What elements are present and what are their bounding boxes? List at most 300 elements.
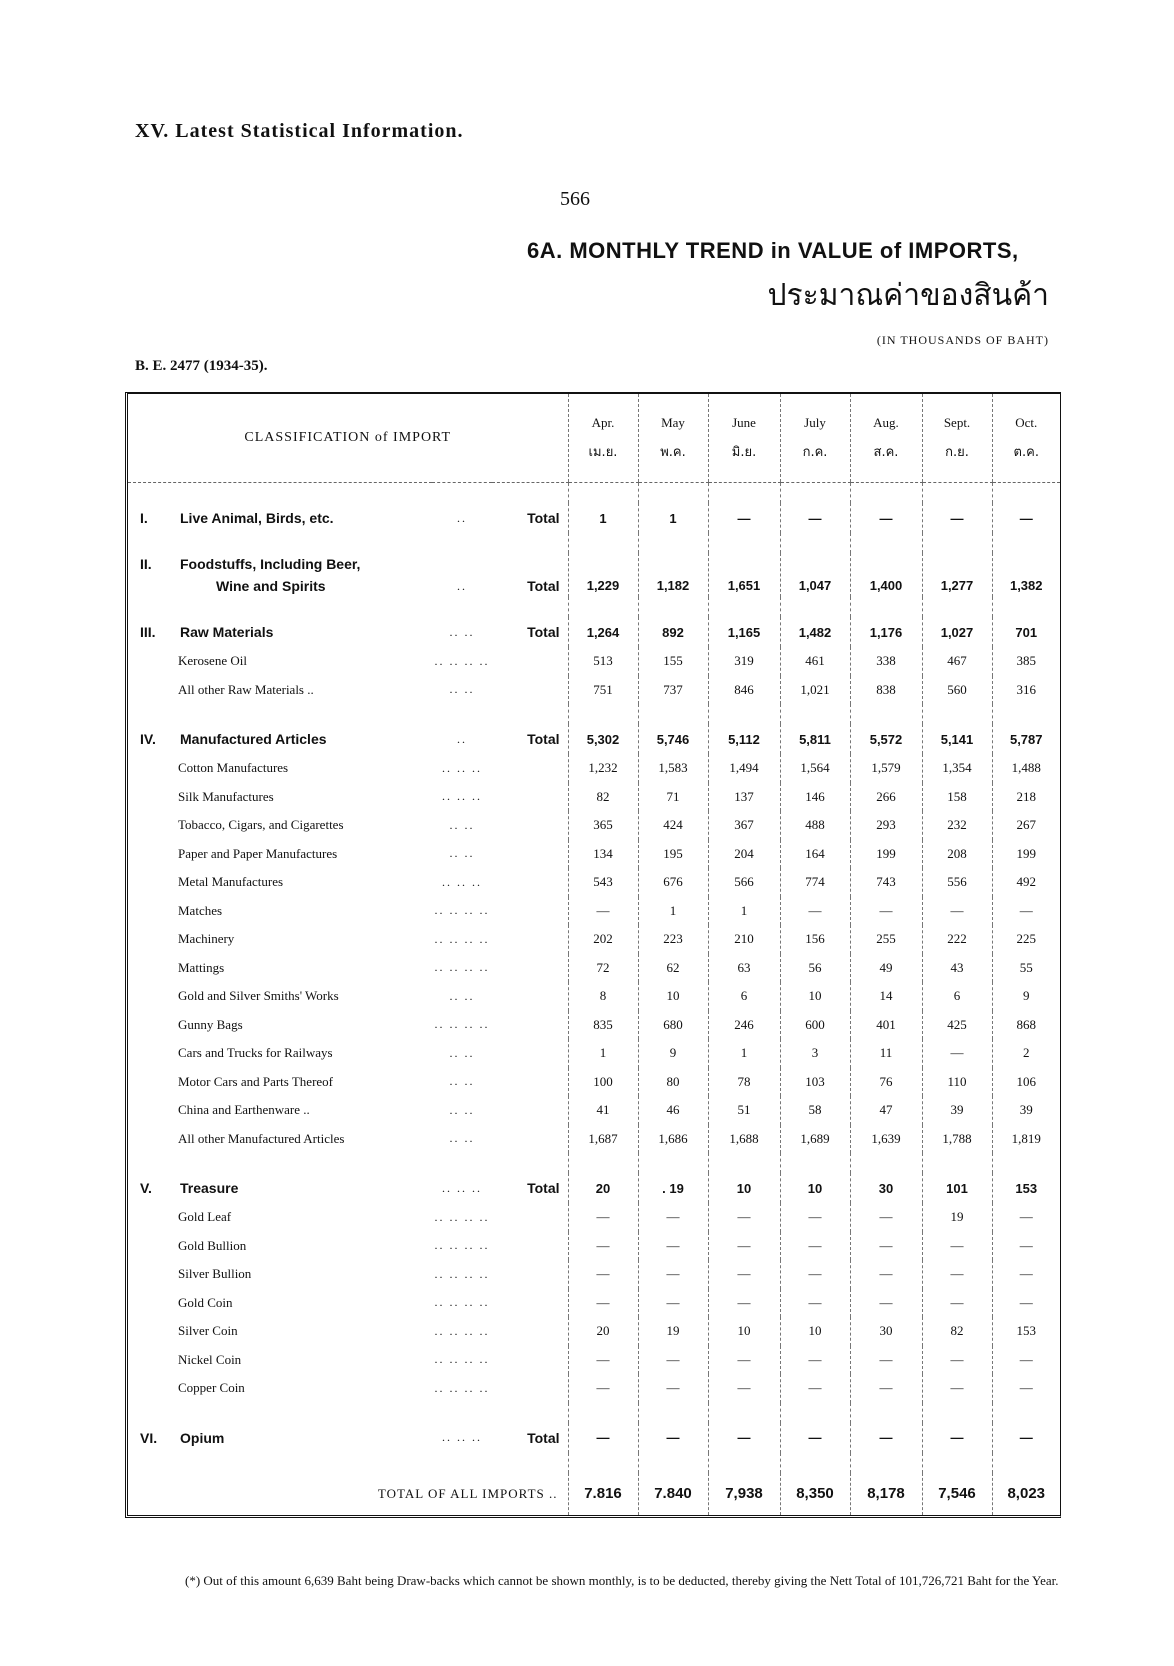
value-cell: 1,686 — [638, 1125, 708, 1154]
item-row — [128, 1374, 1060, 1403]
spacer-row — [128, 597, 1060, 617]
label-text-continued: Wine and Spirits — [216, 578, 326, 594]
item-row — [128, 1232, 1060, 1261]
units-note: (IN THOUSANDS OF BAHT) — [876, 333, 1049, 347]
total-label — [492, 1011, 568, 1040]
value-cell: — — [850, 1260, 922, 1289]
leader-dots: .. .. — [449, 846, 475, 861]
label-text: Mattings — [178, 959, 225, 975]
total-label — [492, 1203, 568, 1232]
spacer-cell — [432, 1453, 492, 1473]
value-cell: 153 — [992, 1317, 1060, 1346]
month-name-en: Aug. — [873, 415, 899, 430]
total-label: Total — [527, 510, 560, 526]
spacer-cell — [922, 1453, 992, 1473]
leader-dots: .. .. — [449, 817, 475, 832]
value-cell: 1,819 — [992, 1125, 1060, 1154]
item-row — [128, 1039, 1060, 1068]
item-row — [128, 811, 1060, 840]
total-label — [492, 897, 568, 926]
spacer-cell — [432, 597, 492, 617]
spacer-cell — [568, 704, 638, 724]
value-cell: 110 — [922, 1068, 992, 1097]
value-cell: 9 — [638, 1039, 708, 1068]
spacer-cell — [922, 1153, 992, 1173]
leader-dots: .. .. .. .. — [434, 653, 490, 668]
spacer-row — [128, 1453, 1060, 1473]
value-cell: 5,746 — [638, 724, 708, 754]
value-cell: 1 — [568, 503, 638, 533]
value-cell: 1,488 — [992, 754, 1060, 783]
item-row — [128, 783, 1060, 812]
value-cell: 1 — [708, 1039, 780, 1068]
table-title: 6A. MONTHLY TREND in VALUE of IMPORTS, — [527, 238, 1019, 263]
value-cell: — — [568, 897, 638, 926]
item-row — [128, 982, 1060, 1011]
leader-dots: .. .. .. .. — [434, 1238, 490, 1253]
label-text: Raw Materials — [180, 624, 274, 640]
value-cell: 41 — [568, 1096, 638, 1125]
category-row — [128, 1423, 1060, 1453]
item-label — [128, 954, 432, 983]
value-cell: — — [992, 1374, 1060, 1403]
leader-dots: .. .. .. — [442, 1180, 482, 1195]
category-row — [128, 1173, 1060, 1203]
value-cell: 293 — [850, 811, 922, 840]
leader-dots: .. .. — [449, 1131, 475, 1146]
value-cell: — — [568, 1423, 638, 1453]
value-cell: 424 — [638, 811, 708, 840]
total-label — [492, 783, 568, 812]
category-label — [128, 553, 432, 597]
value-cell: — — [638, 1232, 708, 1261]
value-cell: — — [992, 1423, 1060, 1453]
value-cell: — — [568, 1232, 638, 1261]
value-cell: 461 — [780, 647, 850, 676]
spacer-cell — [922, 1403, 992, 1423]
label-text: Gold and Silver Smiths' Works — [178, 988, 339, 1004]
item-row — [128, 1317, 1060, 1346]
total-label — [492, 1096, 568, 1125]
value-cell: 82 — [922, 1317, 992, 1346]
total-label: Total — [527, 1429, 560, 1446]
value-cell: — — [850, 1374, 922, 1403]
value-cell: 680 — [638, 1011, 708, 1040]
total-label: Total — [527, 1180, 560, 1196]
value-cell: — — [708, 1232, 780, 1261]
total-label — [492, 754, 568, 783]
value-cell: 543 — [568, 868, 638, 897]
item-row — [128, 1096, 1060, 1125]
value-cell: 246 — [708, 1011, 780, 1040]
spacer-cell — [492, 533, 568, 553]
total-label — [492, 811, 568, 840]
value-cell: 566 — [708, 868, 780, 897]
value-cell: 868 — [992, 1011, 1060, 1040]
leader-dots: .. .. — [449, 988, 475, 1003]
item-row — [128, 676, 1060, 705]
value-cell: 78 — [708, 1068, 780, 1097]
value-cell: 365 — [568, 811, 638, 840]
label-text: Treasure — [180, 1180, 239, 1196]
item-row — [128, 1125, 1060, 1154]
value-cell: . 19 — [638, 1173, 708, 1203]
label-text: Cotton Manufactures — [178, 760, 289, 776]
value-cell: 1,382 — [992, 553, 1060, 597]
value-cell: 1,354 — [922, 754, 992, 783]
value-cell: — — [638, 1423, 708, 1453]
value-cell: 255 — [850, 925, 922, 954]
label-text: Silk Manufactures — [178, 788, 274, 804]
spacer-cell — [850, 483, 922, 504]
value-cell: 6 — [708, 982, 780, 1011]
leader-dots: .. .. .. — [442, 789, 482, 804]
item-label — [128, 897, 432, 926]
value-cell: — — [568, 1346, 638, 1375]
value-cell: 10 — [780, 982, 850, 1011]
value-cell: 1,687 — [568, 1125, 638, 1154]
value-cell: 846 — [708, 676, 780, 705]
value-cell: — — [708, 1423, 780, 1453]
value-cell: 316 — [992, 676, 1060, 705]
spacer-cell — [708, 483, 780, 504]
item-row — [128, 897, 1060, 926]
label-text: Gold Leaf — [178, 1209, 232, 1225]
value-cell: — — [850, 503, 922, 533]
item-label — [128, 1096, 432, 1125]
spacer-cell — [850, 597, 922, 617]
value-cell: 232 — [922, 811, 992, 840]
total-label — [492, 1374, 568, 1403]
value-cell: — — [850, 897, 922, 926]
table-title-thai: ประมาณค่าของสินค้า — [767, 278, 1049, 313]
item-label — [128, 783, 432, 812]
value-cell: — — [992, 503, 1060, 533]
spacer-cell — [992, 1403, 1060, 1423]
spacer-cell — [708, 597, 780, 617]
leader-dots: .. .. — [449, 624, 475, 639]
spacer-cell — [850, 533, 922, 553]
grand-total-value: 7.840 — [638, 1473, 708, 1515]
spacer-row — [128, 533, 1060, 553]
month-header — [850, 394, 922, 483]
value-cell: — — [708, 1260, 780, 1289]
spacer-cell — [638, 1453, 708, 1473]
value-cell: 222 — [922, 925, 992, 954]
value-cell: — — [708, 503, 780, 533]
month-name-th: พ.ค. — [660, 445, 686, 460]
value-cell: 1 — [638, 897, 708, 926]
value-cell: 1 — [568, 1039, 638, 1068]
spacer-cell — [780, 1453, 850, 1473]
value-cell: 266 — [850, 783, 922, 812]
value-cell: 1,482 — [780, 617, 850, 647]
table-body — [128, 483, 1060, 1515]
value-cell: 82 — [568, 783, 638, 812]
leader-dots: .. .. .. .. — [434, 1295, 490, 1310]
leader-dots: .. .. — [449, 1102, 475, 1117]
spacer-cell — [568, 1403, 638, 1423]
spacer-cell — [708, 1403, 780, 1423]
spacer-cell — [780, 483, 850, 504]
value-cell: 10 — [780, 1173, 850, 1203]
value-cell: 218 — [992, 783, 1060, 812]
month-name-th: ต.ค. — [1013, 445, 1039, 460]
spacer-cell — [128, 1403, 432, 1423]
value-cell: — — [922, 897, 992, 926]
value-cell: 838 — [850, 676, 922, 705]
value-cell: — — [850, 1232, 922, 1261]
value-cell: 19 — [922, 1203, 992, 1232]
leader-dots: .. .. .. .. — [434, 1380, 490, 1395]
month-header — [708, 394, 780, 483]
value-cell: 467 — [922, 647, 992, 676]
value-cell: 208 — [922, 840, 992, 869]
value-cell: 1,176 — [850, 617, 922, 647]
spacer-row — [128, 483, 1060, 504]
item-label — [128, 1203, 432, 1232]
month-name-en: July — [804, 415, 826, 430]
spacer-cell — [568, 483, 638, 504]
spacer-cell — [432, 483, 492, 504]
value-cell: — — [708, 1374, 780, 1403]
value-cell: — — [780, 1423, 850, 1453]
leader-dots: .. .. .. .. — [434, 1266, 490, 1281]
value-cell: 63 — [708, 954, 780, 983]
month-name-th: ก.ค. — [802, 445, 828, 460]
leader-dots: .. .. .. .. — [434, 931, 490, 946]
header-row — [128, 394, 1060, 483]
spacer-cell — [128, 1153, 432, 1173]
total-label — [492, 1317, 568, 1346]
spacer-row — [128, 1153, 1060, 1173]
label-text: Manufactured Articles — [180, 731, 327, 747]
month-name-en: June — [732, 415, 756, 430]
leader-dots: .. .. .. — [442, 874, 482, 889]
item-label — [128, 1346, 432, 1375]
value-cell: 10 — [708, 1173, 780, 1203]
leader-dots: .. .. .. .. — [434, 903, 490, 918]
category-row — [128, 724, 1060, 754]
item-row — [128, 1346, 1060, 1375]
item-row — [128, 647, 1060, 676]
value-cell: 385 — [992, 647, 1060, 676]
total-label — [492, 1289, 568, 1318]
label-text: Foodstuffs, Including Beer, — [180, 556, 361, 572]
page-number: 566 — [560, 188, 590, 210]
value-cell: 47 — [850, 1096, 922, 1125]
spacer-cell — [432, 704, 492, 724]
label-text: Copper Coin — [178, 1380, 245, 1396]
value-cell: 401 — [850, 1011, 922, 1040]
label-text: Matches — [178, 902, 223, 918]
value-cell: — — [780, 1374, 850, 1403]
value-cell: 556 — [922, 868, 992, 897]
spacer-cell — [992, 704, 1060, 724]
spacer-row — [128, 1403, 1060, 1423]
value-cell: 106 — [992, 1068, 1060, 1097]
item-label — [128, 1125, 432, 1154]
spacer-cell — [568, 597, 638, 617]
category-numeral: I. — [140, 510, 148, 526]
item-label — [128, 1260, 432, 1289]
value-cell: — — [708, 1289, 780, 1318]
value-cell: — — [922, 1374, 992, 1403]
value-cell: 3 — [780, 1039, 850, 1068]
month-header — [922, 394, 992, 483]
category-numeral: III. — [140, 624, 156, 640]
month-name-th: มิ.ย. — [731, 445, 757, 460]
leader-dots: .. .. .. .. — [434, 1017, 490, 1032]
value-cell: 137 — [708, 783, 780, 812]
value-cell: 600 — [780, 1011, 850, 1040]
value-cell: 1,494 — [708, 754, 780, 783]
value-cell: 199 — [992, 840, 1060, 869]
leader-dots: .. .. .. — [442, 1430, 482, 1444]
leader-dots: .. — [457, 731, 467, 746]
label-text: Gold Bullion — [178, 1237, 247, 1253]
item-label — [128, 1374, 432, 1403]
value-cell: 10 — [638, 982, 708, 1011]
value-cell: 5,811 — [780, 724, 850, 754]
value-cell: 8 — [568, 982, 638, 1011]
value-cell: 39 — [992, 1096, 1060, 1125]
value-cell: 1,229 — [568, 553, 638, 597]
total-label — [492, 954, 568, 983]
item-row — [128, 1011, 1060, 1040]
spacer-cell — [850, 1453, 922, 1473]
value-cell: — — [568, 1260, 638, 1289]
spacer-cell — [568, 1153, 638, 1173]
value-cell: — — [850, 1423, 922, 1453]
value-cell: 14 — [850, 982, 922, 1011]
value-cell: 20 — [568, 1173, 638, 1203]
spacer-cell — [780, 533, 850, 553]
grand-total-value: 8,350 — [780, 1473, 850, 1515]
leader-dots: .. .. .. — [442, 760, 482, 775]
month-name-en: May — [661, 415, 685, 430]
label-text: Silver Bullion — [178, 1266, 252, 1282]
grand-total-value: 7,546 — [922, 1473, 992, 1515]
value-cell: 39 — [922, 1096, 992, 1125]
label-text: Nickel Coin — [178, 1351, 242, 1367]
spacer-cell — [850, 704, 922, 724]
value-cell: — — [638, 1203, 708, 1232]
value-cell: 103 — [780, 1068, 850, 1097]
grand-total-value: 8,023 — [992, 1473, 1060, 1515]
spacer-cell — [638, 1153, 708, 1173]
label-text: All other Raw Materials .. — [178, 681, 314, 697]
value-cell: — — [922, 1289, 992, 1318]
value-cell: 158 — [922, 783, 992, 812]
value-cell: 10 — [780, 1317, 850, 1346]
value-cell: 1 — [638, 503, 708, 533]
item-label — [128, 1232, 432, 1261]
value-cell: 492 — [992, 868, 1060, 897]
value-cell: 338 — [850, 647, 922, 676]
label-text: Kerosene Oil — [178, 653, 247, 669]
value-cell: 1,264 — [568, 617, 638, 647]
value-cell: — — [922, 1039, 992, 1068]
total-label — [492, 647, 568, 676]
total-label — [492, 1039, 568, 1068]
item-label — [128, 647, 432, 676]
item-label — [128, 1289, 432, 1318]
spacer-cell — [568, 533, 638, 553]
value-cell: 267 — [992, 811, 1060, 840]
value-cell: — — [638, 1346, 708, 1375]
value-cell: 55 — [992, 954, 1060, 983]
value-cell: 195 — [638, 840, 708, 869]
label-text: Gunny Bags — [178, 1016, 243, 1032]
value-cell: 2 — [992, 1039, 1060, 1068]
value-cell: — — [922, 1423, 992, 1453]
value-cell: 62 — [638, 954, 708, 983]
value-cell: 10 — [708, 1317, 780, 1346]
value-cell: 1,277 — [922, 553, 992, 597]
value-cell: 155 — [638, 647, 708, 676]
imports-table-frame — [125, 392, 1061, 1518]
value-cell: — — [780, 1260, 850, 1289]
value-cell: 1,047 — [780, 553, 850, 597]
value-cell: 5,572 — [850, 724, 922, 754]
value-cell: — — [850, 1289, 922, 1318]
value-cell: 1,689 — [780, 1125, 850, 1154]
total-label — [492, 1125, 568, 1154]
value-cell: 43 — [922, 954, 992, 983]
grand-total-label: TOTAL OF ALL IMPORTS .. — [377, 1485, 558, 1501]
total-label — [492, 925, 568, 954]
value-cell: 101 — [922, 1173, 992, 1203]
year-label: B. E. 2477 (1934-35). — [135, 358, 268, 374]
label-text: Motor Cars and Parts Thereof — [178, 1073, 334, 1089]
value-cell: — — [780, 503, 850, 533]
label-text: China and Earthenware .. — [178, 1102, 310, 1118]
category-numeral: VI. — [140, 1429, 158, 1446]
value-cell: 1,639 — [850, 1125, 922, 1154]
value-cell: 488 — [780, 811, 850, 840]
label-text: Gold Coin — [178, 1294, 233, 1310]
value-cell: — — [780, 1232, 850, 1261]
value-cell: 1,232 — [568, 754, 638, 783]
value-cell: 49 — [850, 954, 922, 983]
label-text: Cars and Trucks for Railways — [178, 1045, 333, 1061]
category-label — [128, 724, 432, 754]
value-cell: 20 — [568, 1317, 638, 1346]
value-cell: 156 — [780, 925, 850, 954]
month-name-th: ส.ค. — [873, 445, 899, 460]
value-cell: — — [708, 1203, 780, 1232]
item-label — [128, 1039, 432, 1068]
value-cell: — — [708, 1346, 780, 1375]
leader-dots: .. — [457, 510, 467, 525]
spacer-cell — [992, 483, 1060, 504]
value-cell: 58 — [780, 1096, 850, 1125]
category-label — [128, 617, 432, 647]
total-label — [492, 868, 568, 897]
item-label — [128, 925, 432, 954]
category-label — [128, 1173, 432, 1203]
value-cell: 1,688 — [708, 1125, 780, 1154]
value-cell: 1,651 — [708, 553, 780, 597]
month-header — [992, 394, 1060, 483]
spacer-cell — [492, 704, 568, 724]
spacer-cell — [492, 1403, 568, 1423]
item-row — [128, 1068, 1060, 1097]
value-cell: — — [992, 1232, 1060, 1261]
spacer-cell — [850, 1403, 922, 1423]
value-cell: 202 — [568, 925, 638, 954]
